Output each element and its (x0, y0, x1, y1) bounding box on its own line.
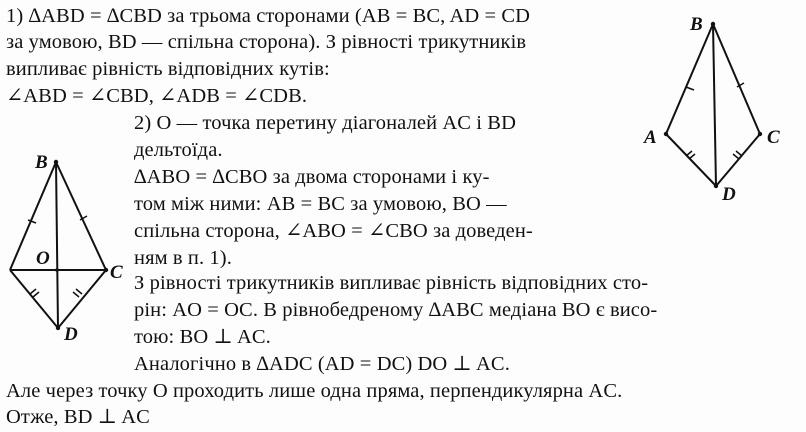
kite-left-label-o: O (36, 248, 50, 269)
kite-figure-right (636, 10, 786, 210)
text-line-10: ням в п. 1). (134, 247, 232, 269)
kite-right-label-d: D (722, 184, 736, 205)
text-line-8: том між ними: AB = BC за умовою, BO — (134, 193, 507, 215)
text-line-6: дельтоїда. (134, 139, 223, 161)
text-line-7: ∆ABO = ∆CBO за двома сторонами і ку- (134, 166, 490, 188)
kite-right-label-a: A (644, 127, 657, 148)
kite-left-label-c: C (110, 262, 123, 283)
text-line-12: рін: AO = OC. В рівнобедреному ∆ABC медіана BO є висо- (134, 299, 658, 321)
text-line-11: З рівності трикутників випливає рівність відповідних сто- (134, 272, 649, 294)
text-line-9: спільна сторона, ∠ABO = ∠CBO за доведен- (134, 220, 533, 242)
text-line-16: Отже, BD ⊥ AC (6, 406, 150, 428)
text-line-1: 1) ∆ABD = ∆CBD за трьома сторонами (AB = BC, AD = CD (6, 5, 531, 27)
kite-left-label-b: B (35, 152, 48, 173)
text-line-2: за умовою, BD — спільна сторона). З рівності трикутників (6, 31, 527, 53)
text-line-14: Аналогічно в ∆ADC (AD = DC) DO ⊥ AC. (134, 353, 510, 375)
text-line-3: випливає рівність відповідних кутів: (6, 58, 330, 80)
kite-figure-left (0, 148, 134, 348)
text-line-4: ∠ABD = ∠CBD, ∠ADB = ∠CDB. (6, 85, 308, 107)
kite-left-label-d: D (64, 324, 78, 345)
text-line-15: Але через точку O проходить лише одна пряма, перпендикулярна AC. (6, 380, 623, 402)
kite-right-label-c: C (767, 127, 780, 148)
kite-right-label-b: B (690, 14, 703, 35)
text-line-13: тою: BO ⊥ AC. (134, 326, 271, 348)
text-line-5: 2) O — точка перетину діагоналей AC і BD (134, 112, 516, 134)
